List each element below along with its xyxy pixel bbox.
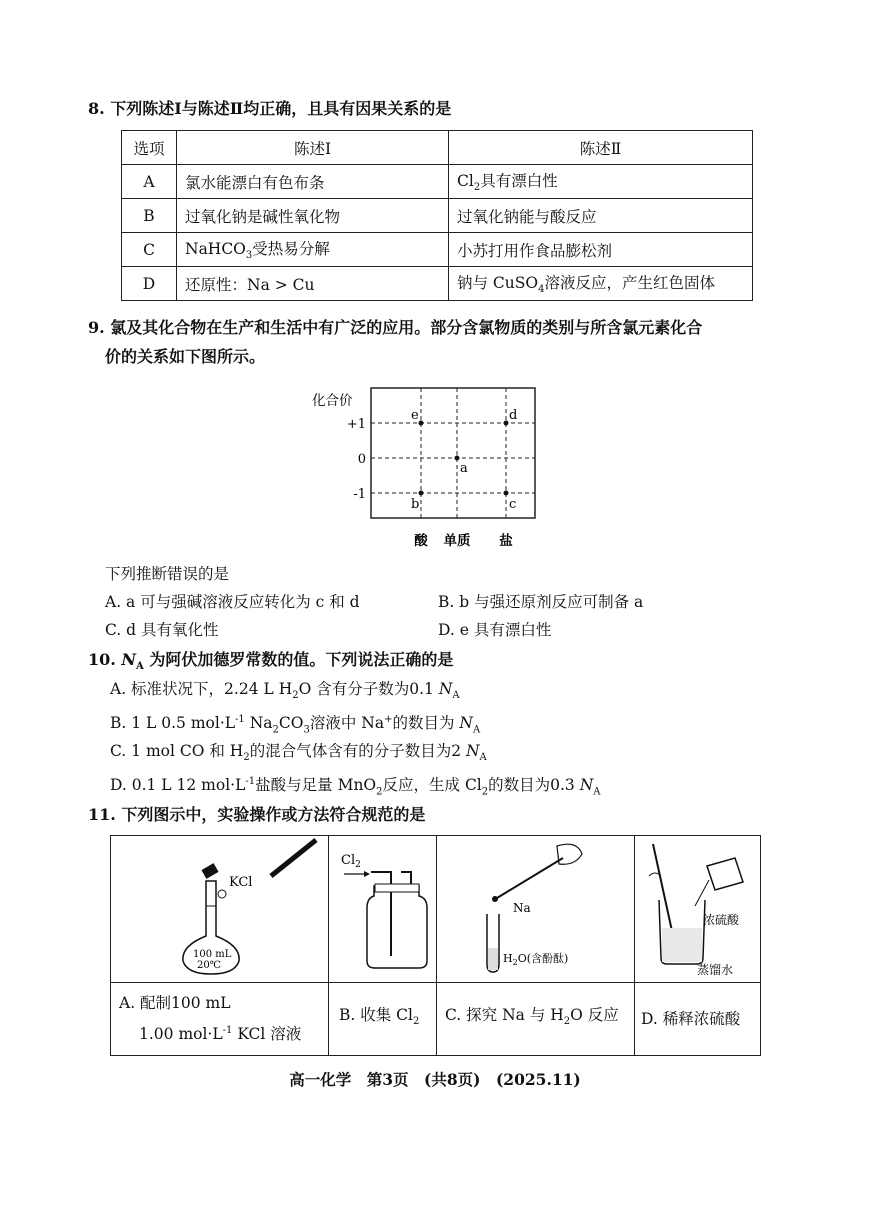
data-point bbox=[504, 491, 509, 496]
statement-2-cell: 小苏打用作食品膨松剂 bbox=[449, 233, 753, 267]
header-statement-1: 陈述Ⅰ bbox=[177, 131, 449, 165]
cl2-label: $Cl_2$ bbox=[341, 853, 361, 870]
table-header-row bbox=[122, 131, 753, 165]
data-point bbox=[504, 421, 509, 426]
q10-option-a: A. 标准状况下，2.24 L $H_2O$ 含有分子数为0.1 $N_A$ bbox=[110, 680, 460, 702]
table-row bbox=[122, 267, 753, 301]
q10-stem: 10. $N_A$ 为阿伏加德罗常数的值。下列说法正确的是 bbox=[88, 650, 454, 673]
q10-option-b: B. 1 L 0.5 $mol\cdot L^{-1}$ $Na_2CO_3$溶液中 Na+的数目为 $N_A$ bbox=[110, 714, 481, 736]
statement-1-cell: 氯水能漂白有色布条 bbox=[177, 165, 449, 199]
figure-row bbox=[111, 836, 761, 983]
option-cell: A bbox=[122, 165, 177, 199]
kcl-label: KCl bbox=[229, 875, 253, 890]
sodium-water-figure bbox=[437, 836, 634, 978]
gas-bottle-figure bbox=[329, 836, 436, 978]
statement-1-cell: NaHCO$_3$受热易分解 bbox=[177, 233, 449, 267]
q11-stem: 11. 下列图示中，实验操作或方法符合规范的是 bbox=[88, 805, 426, 824]
gas-bottle-icon bbox=[367, 886, 427, 968]
header-option: 选项 bbox=[122, 131, 177, 165]
statement-2-cell: 钠与 CuSO$_4$溶液反应，产生红色固体 bbox=[449, 267, 753, 301]
dropper-icon bbox=[271, 840, 316, 876]
data-point-label: c bbox=[509, 497, 517, 512]
valence-category-chart bbox=[310, 385, 550, 555]
tweezers-icon bbox=[497, 858, 563, 898]
statement-2-cell: 过氧化钠能与酸反应 bbox=[449, 199, 753, 233]
distilled-water-label: 蒸馏水 bbox=[697, 963, 734, 977]
na-label: Na bbox=[513, 901, 531, 915]
header-statement-2: 陈述Ⅱ bbox=[449, 131, 753, 165]
q9-stem-line-2: 价的关系如下图所示。 bbox=[105, 347, 266, 366]
caption-a: A. 配制100 mL 1.00 $mol\cdot L^{-1}$ KCl 溶液 bbox=[111, 983, 329, 1056]
option-cell: C bbox=[122, 233, 177, 267]
q9-option-b: B. b 与强还原剂反应可制备 a bbox=[438, 593, 644, 611]
x-tick-label: 单质 bbox=[443, 533, 471, 549]
stopper-icon bbox=[218, 890, 226, 898]
q9-prompt: 下列推断错误的是 bbox=[105, 565, 230, 583]
q9-stem-line-1: 9. 氯及其化合物在生产和生活中有广泛的应用。部分含氯物质的类别与所含氯元素化合 bbox=[88, 318, 703, 337]
volumetric-flask-figure bbox=[111, 836, 328, 978]
q8-table bbox=[121, 130, 753, 301]
data-point-label: a bbox=[460, 461, 468, 476]
data-point-label: e bbox=[411, 408, 419, 423]
x-tick-label: 酸 bbox=[414, 533, 428, 549]
table-row bbox=[122, 165, 753, 199]
dilution-figure bbox=[635, 836, 760, 978]
figure-d-cell bbox=[635, 836, 761, 983]
y-tick-label: +1 bbox=[346, 417, 366, 432]
data-point bbox=[455, 456, 460, 461]
reagent-bottle-icon bbox=[707, 858, 743, 890]
option-cell: B bbox=[122, 199, 177, 233]
statement-2-cell: $Cl_2$具有漂白性 bbox=[449, 165, 753, 199]
caption-row bbox=[111, 983, 761, 1056]
q9-option-d: D. e 具有漂白性 bbox=[438, 621, 552, 639]
flask-volume-label: 100 mL bbox=[193, 949, 232, 960]
q9-option-c: C. d 具有氧化性 bbox=[105, 621, 219, 639]
page-footer: 高一化学 第3页 (共8页) (2025.11) bbox=[289, 1070, 581, 1089]
x-tick-label: 盐 bbox=[499, 533, 513, 549]
data-point bbox=[419, 421, 424, 426]
caption-b: B. 收集 $Cl_2$ bbox=[329, 983, 437, 1056]
chart-ylabel: 化合价 bbox=[312, 393, 353, 409]
hand-icon bbox=[557, 844, 582, 864]
y-tick-label: -1 bbox=[353, 487, 366, 502]
y-tick-label: 0 bbox=[357, 452, 366, 467]
data-point-label: b bbox=[411, 497, 420, 512]
figure-a-cell bbox=[111, 836, 329, 983]
statement-1-cell: 过氧化钠是碱性氧化物 bbox=[177, 199, 449, 233]
data-point bbox=[419, 491, 424, 496]
bottle-stopper-icon bbox=[375, 884, 419, 892]
q10-option-c: C. 1 mol CO 和 $H_2$的混合气体含有的分子数目为2 $N_A$ bbox=[110, 742, 487, 764]
figure-b-cell bbox=[329, 836, 437, 983]
sodium-piece-icon bbox=[492, 896, 498, 902]
statement-1-cell: 还原性：Na > Cu bbox=[177, 267, 449, 301]
q8-stem: 8. 下列陈述Ⅰ与陈述Ⅱ均正确，且具有因果关系的是 bbox=[88, 99, 452, 118]
caption-d: D. 稀释浓硫酸 bbox=[635, 983, 761, 1056]
q10-option-d: D. 0.1 L 12 $mol\cdot L^{-1}$盐酸与足量 MnO$_2$反应，生成 $Cl_2$的数目为0.3 $N_A$ bbox=[110, 776, 601, 798]
acid-label: 浓硫酸 bbox=[703, 913, 740, 927]
figure-c-cell bbox=[437, 836, 635, 983]
table-row bbox=[122, 199, 753, 233]
spatula-icon bbox=[201, 863, 218, 879]
q9-option-a: A. a 可与强碱溶液反应转化为 c 和 d bbox=[105, 593, 360, 611]
water-label: $H_2O$(含酚酞) bbox=[503, 952, 569, 967]
caption-c: C. 探究 Na 与 $H_2O$ 反应 bbox=[437, 983, 635, 1056]
data-point-label: d bbox=[509, 408, 518, 423]
q11-figure-table bbox=[110, 835, 761, 1056]
flask-temp-label: 20℃ bbox=[197, 960, 221, 971]
option-cell: D bbox=[122, 267, 177, 301]
table-row bbox=[122, 233, 753, 267]
